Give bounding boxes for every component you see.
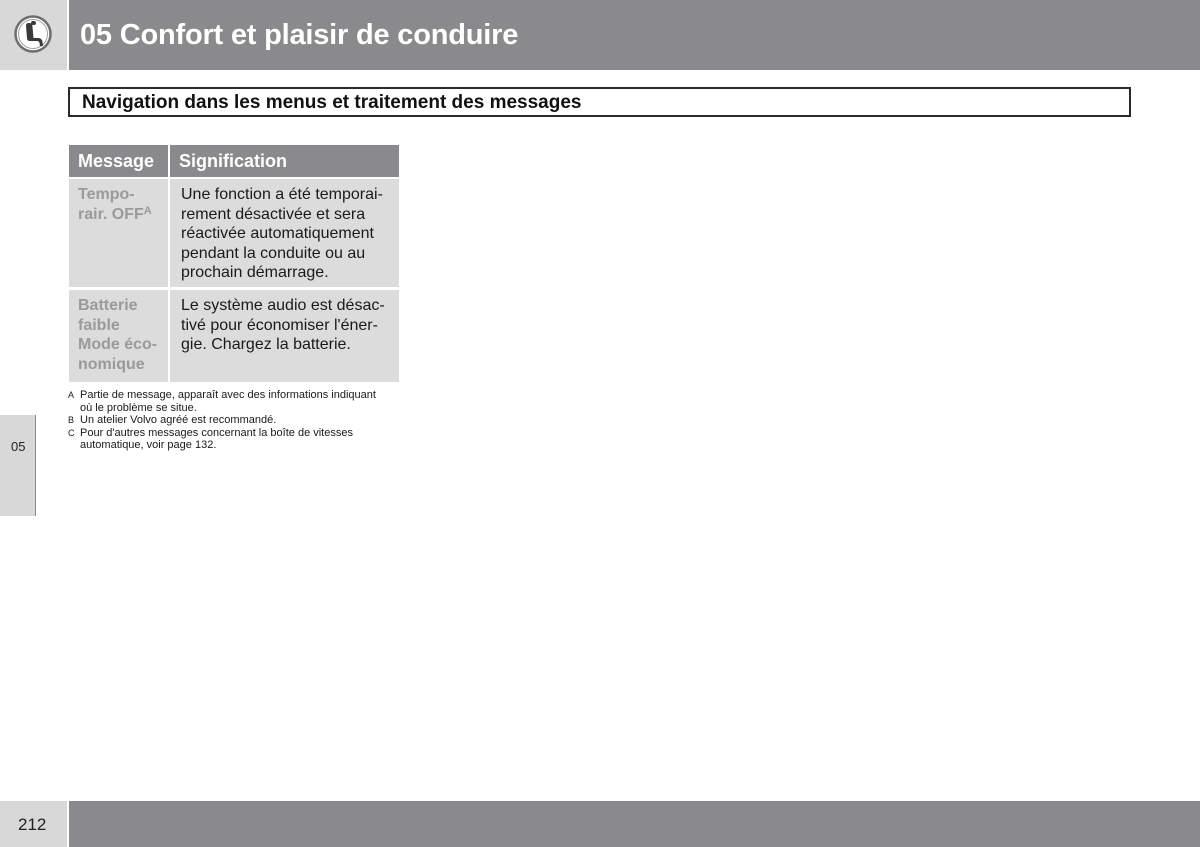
chapter-icon-box xyxy=(0,0,67,70)
footnote xyxy=(68,389,408,414)
chapter-side-tab xyxy=(0,415,36,516)
table-row xyxy=(69,290,399,382)
footnote-text: Pour d'autres messages concernant la boîte de vitesses automatique, voir page 132. xyxy=(80,426,353,451)
footnote-ref: A xyxy=(143,204,152,217)
footnote xyxy=(68,414,408,427)
footnote-text: Partie de message, apparaît avec des informations indiquant où le problème se situe. xyxy=(80,389,376,414)
footnote-mark: B xyxy=(68,415,75,425)
footnote-mark: C xyxy=(68,427,75,438)
section-title-box xyxy=(68,87,1131,117)
chapter-title: 05 Confort et plaisir de conduire xyxy=(80,19,519,51)
message-cell xyxy=(69,179,168,287)
seat-icon xyxy=(14,15,52,53)
message-text: Tempo- rair. OFF xyxy=(78,186,144,223)
section-title: Navigation dans les menus et traitement des messages xyxy=(82,92,582,113)
footer-band xyxy=(69,801,1200,847)
footnotes xyxy=(68,389,408,452)
page-number-box xyxy=(0,801,67,847)
column-header-meaning: Signification xyxy=(170,145,399,177)
page-number: 212 xyxy=(18,815,47,834)
table-row xyxy=(69,179,399,287)
footnote xyxy=(68,427,408,452)
message-table xyxy=(69,145,399,382)
column-header-message: Message xyxy=(69,145,168,177)
message-cell: Batterie faible Mode éco- nomique xyxy=(69,290,168,382)
footnote-mark: A xyxy=(68,390,75,400)
table-header-row xyxy=(69,145,399,177)
meaning-cell: Le système audio est désac- tivé pour économiser l'éner- gie. Chargez la batterie. xyxy=(170,290,399,382)
meaning-cell: Une fonction a été temporai- rement désactivée et sera réactivée automatiquement pendant la conduite ou au prochain démarrage. xyxy=(170,179,399,287)
footnote-text: Un atelier Volvo agréé est recommandé. xyxy=(80,414,277,426)
side-tab-label: 05 xyxy=(11,439,26,454)
